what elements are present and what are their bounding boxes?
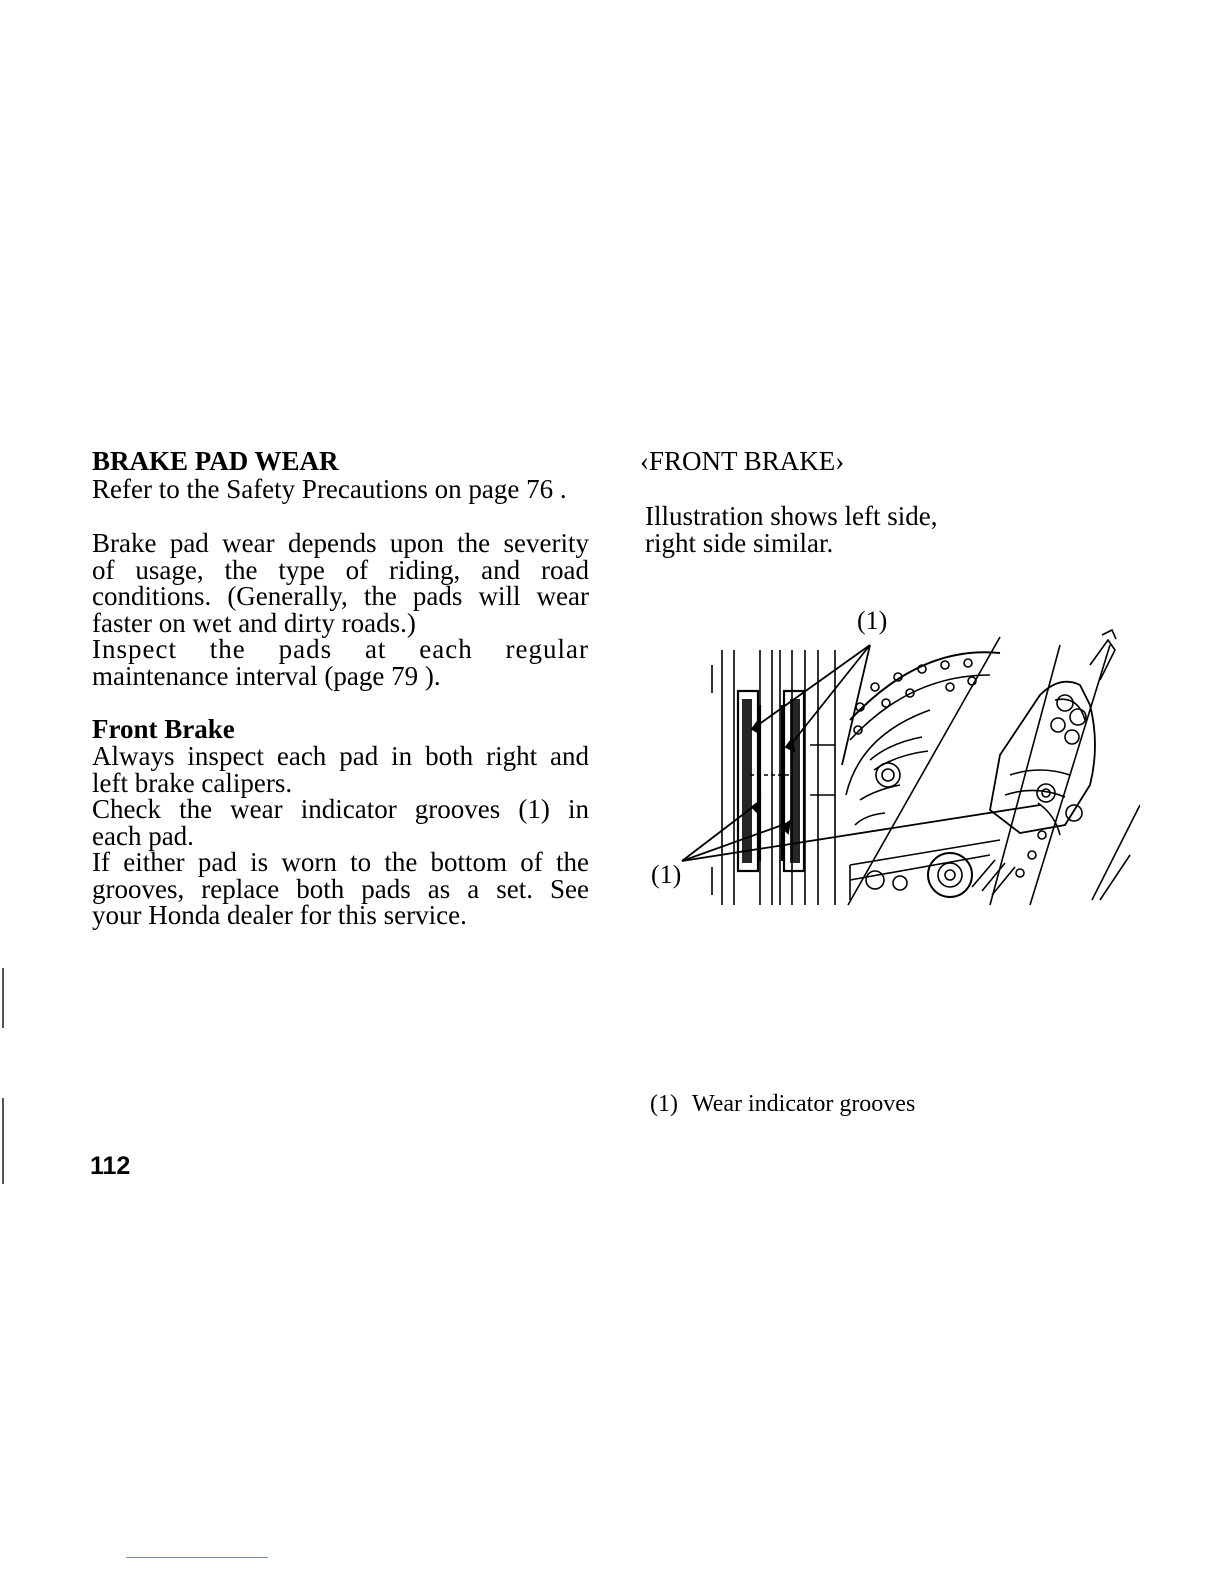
axle-hub: [850, 840, 1015, 900]
pad-side-view: [712, 650, 835, 905]
text-line: faster on wet and dirty roads.): [92, 607, 416, 638]
text-line: each pad.: [92, 820, 194, 851]
text-line: maintenance interval (page 79 ).: [92, 660, 441, 691]
text-line: your Honda dealer for this service.: [92, 900, 467, 930]
text-line: Always inspect each pad in both right and: [92, 741, 589, 771]
safety-reference: Refer to the Safety Precautions on page 76 .: [92, 474, 567, 504]
figure-caption: [650, 1092, 915, 1116]
text-line: Illustration shows left side,: [645, 501, 938, 531]
text-line: conditions. (Generally, the pads will wear: [92, 581, 589, 611]
front-brake-paragraph: [92, 743, 589, 929]
caliper-body: [990, 630, 1116, 877]
caption-number: (1): [650, 1091, 678, 1117]
text-line: left brake calipers.: [92, 767, 293, 798]
brake-caliper-illustration: [660, 625, 1140, 915]
text-line: right side similar.: [645, 527, 834, 558]
margin-mark-lower: [2, 1098, 4, 1184]
text-line: grooves, replace both pads as a set. See: [92, 873, 589, 904]
text-line: of usage, the type of riding, and road: [92, 554, 589, 585]
footer-rule: [126, 1557, 268, 1558]
diagram-label-top: (1): [857, 606, 888, 635]
text-line: Inspect the pads at each regular: [92, 634, 589, 664]
caption-text: Wear indicator grooves: [691, 1091, 916, 1117]
text-line: If either pad is worn to the bottom of the: [92, 847, 589, 877]
text-line: Check the wear indicator grooves (1) in: [92, 794, 589, 824]
page-number: 112: [90, 1152, 131, 1180]
diagram-label-left: (1): [651, 860, 682, 889]
leader-lines: [682, 645, 1040, 861]
wear-paragraph: [92, 530, 589, 689]
front-brake-section-title: ‹FRONT BRAKE›: [640, 446, 845, 476]
margin-mark-upper: [2, 968, 4, 1028]
illustration-note: [645, 503, 937, 556]
section-title: BRAKE PAD WEAR: [92, 446, 339, 476]
front-brake-heading: Front Brake: [92, 714, 235, 744]
text-line: Brake pad wear depends upon the severity: [92, 528, 589, 558]
